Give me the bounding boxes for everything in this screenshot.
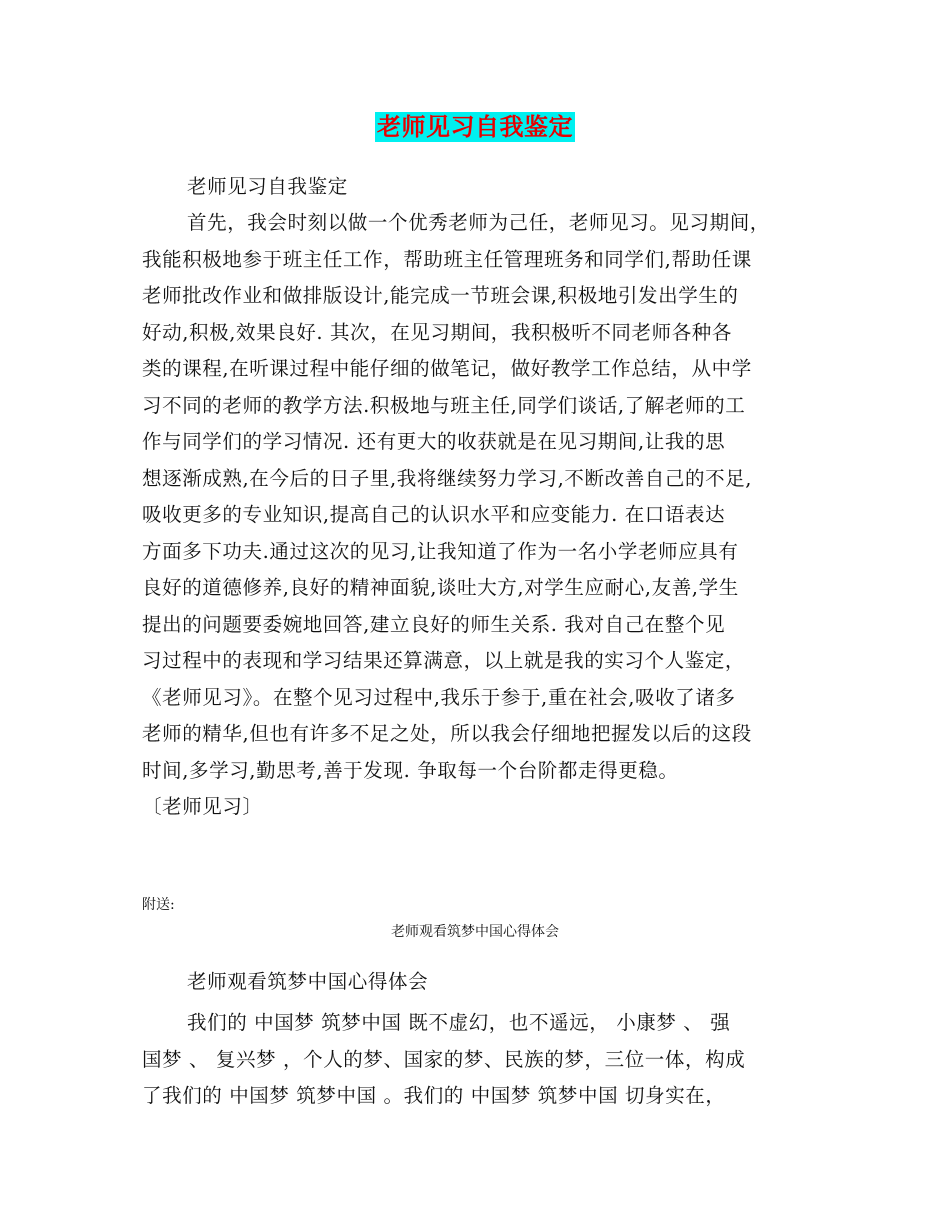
text-line: 好动,积极,效果良好. 其次，在见习期间，我积极听不同老师各种各 (142, 321, 732, 344)
text-line: 我能积极地参于班主任工作，帮助班主任管理班务和同学们,帮助任课 (142, 248, 752, 271)
text-line: 《老师见习》。在整个见习过程中,我乐于参于,重在社会,吸收了诸多 (142, 686, 736, 709)
text-line: 方面多下功夫.通过这次的见习,让我知道了作为一名小学老师应具有 (142, 540, 739, 563)
text-line: 老师批改作业和做排版设计,能完成一节班会课,积极地引发出学生的 (142, 284, 739, 307)
appendix-label: 附送: (142, 897, 175, 913)
text-line: 国梦 、 复兴梦 ，个人的梦、国家的梦、民族的梦，三位一体，构成 (142, 1048, 746, 1071)
text-line: 时间,多学习,勤思考,善于发现. 争取每一个台阶都走得更稳。 (142, 759, 679, 782)
text-line: 老师的精华,但也有许多不足之处，所以我会仔细地把握发以后的这段 (142, 722, 752, 745)
text-line: 我们的 中国梦 筑梦中国 既不虚幻，也不遥远， 小康梦 、 强 (187, 1011, 731, 1034)
text-line: 习不同的老师的教学方法.积极地与班主任,同学们谈话,了解老师的工 (142, 394, 746, 417)
text-line: 吸收更多的专业知识,提高自己的认识水平和应变能力. 在口语表达 (142, 503, 726, 526)
text-line: 习过程中的表现和学习结果还算满意，以上就是我的实习个人鉴定， (142, 649, 746, 672)
text-line: 类的课程,在听课过程中能仔细的做笔记，做好教学工作总结，从中学 (142, 357, 752, 380)
text-line: 提出的问题要委婉地回答,建立良好的师生关系. 我对自己在整个见 (142, 613, 726, 636)
text-line: 〔老师见习〕 (142, 795, 263, 818)
text-line: 首先，我会时刻以做一个优秀老师为己任，老师见习。见习期间， (187, 211, 770, 234)
text-line: 了我们的 中国梦 筑梦中国 。我们的 中国梦 筑梦中国 切身实在， (142, 1084, 726, 1107)
text-line: 老师观看筑梦中国心得体会 (187, 970, 429, 993)
document-title: 老师见习自我鉴定 (377, 112, 573, 141)
text-line: 老师见习自我鉴定 (187, 175, 348, 198)
text-line: 想逐渐成熟,在今后的日子里,我将继续努力学习,不断改善自己的不足, (142, 467, 753, 490)
text-line: 良好的道德修养,良好的精神面貌,谈吐大方,对学生应耐心,友善,学生 (142, 576, 739, 599)
text-line: 作与同学们的学习情况. 还有更大的收获就是在见习期间,让我的思 (142, 430, 726, 453)
appendix-title: 老师观看筑梦中国心得体会 (391, 924, 559, 940)
